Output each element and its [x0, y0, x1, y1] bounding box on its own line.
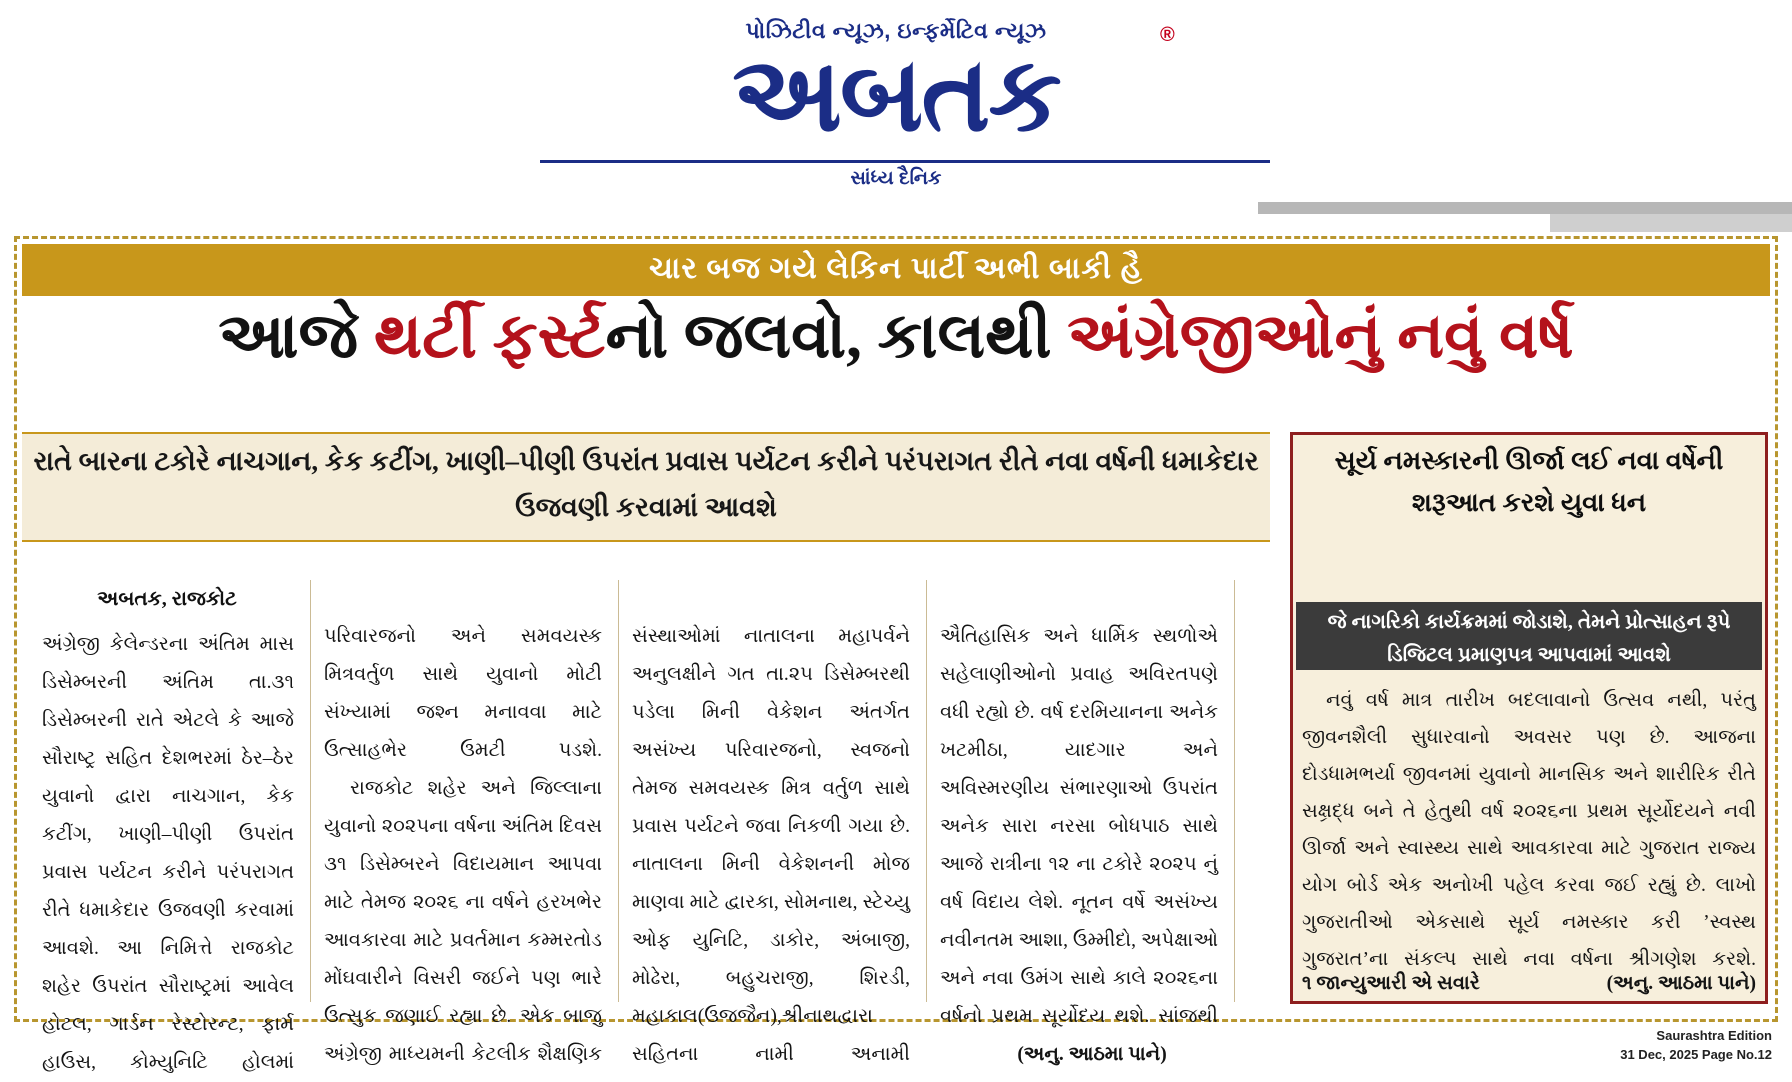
article-column-2 — [324, 618, 602, 1074]
masthead-tagline: પોઝિટીવ ન્યૂઝ, ઇન્ફર્મેટિવ ન્યૂઝ — [745, 18, 1047, 43]
masthead-subtitle: સાંધ્ય દૈનિક — [850, 168, 942, 189]
column-divider-1 — [310, 580, 311, 1002]
sidebar-story-continuation-note: (અનુ. આઠમા પાને) — [1606, 973, 1756, 994]
sidebar-story-body — [1302, 682, 1756, 978]
sidebar-story-subtitle: જે નાગરિકો કાર્યક્રમમાં જોડાશે, તેમને પ્રોત્સાહન રૂપે ડિજિટલ પ્રમાણપત્ર આપવામાં આવશે — [1327, 611, 1731, 666]
masthead — [0, 0, 1792, 222]
paragraph: સંસ્થાઓમાં નાતાલના મહાપર્વને અનુલક્ષીને ગત તા.૨૫ ડિસેમ્બરથી પડેલા મિની વેકેશન અંતર્ગત અસંખ્ય પરિવારજનો, સ્વજનો તેમજ સમવયસ્ક મિત્ર વર્તુળ સાથે પ્રવાસ પર્યટને જવા નિકળી ગયા છે. નાતાલના મિની વેકેશનની મોજ માણવા માટે દ્વારકા, સોમનાથ, સ્ટેચ્યુ ઓફ યુનિટિ, ડાકોર, અંબાજી, મોઢેરા, બહુચરાજી, શિરડી, મહાકાલ(ઉજજૈન),શ્રીનાથદ્વારા સહિતના નામી અનામી — [632, 626, 910, 1065]
subheadline: રાતે બારના ટકોરે નાચગાન, કેક કટીંગ, ખાણી–પીણી ઉપરાંત પ્રવાસ પર્યટન કરીને પરંપરાગત રીતે નવા વર્ષની ધમાકેદાર ઉજવણી કરવામાં આવશે — [33, 446, 1259, 522]
continuation-note: (અનુ. આઠમા પાને) — [1017, 1044, 1167, 1065]
masthead-divider — [540, 160, 1270, 163]
paragraph: પરિવારજનો અને સમવયસ્ક મિત્રવર્તુળ સાથે યુવાનો મોટી સંખ્યામાં જશ્ન મનાવવા માટે ઉત્સાહભેર ઉમટી પડશે. — [324, 626, 602, 761]
sidebar-story-footer — [1302, 972, 1756, 995]
paragraph: રાજકોટ શહેર અને જિલ્લાના યુવાનો ૨૦૨૫ના વર્ષના અંતિમ દિવસ ૩૧ ડિસેમ્બરને વિદાયમાન આપવા માટે તેમજ ૨૦૨૬ ના વર્ષને હરખભેર આવકારવા માટે પ્રવર્તમાન કમ્મરતોડ મોંઘવારીને વિસરી જઈને પણ ભારે ઉત્સુક જણાઈ રહ્યા છે. એક બાજુ અંગ્રેજી માધ્યમની કેટલીક શૈક્ષણિક — [324, 778, 602, 1065]
page-title — [22, 300, 1770, 372]
headline-highlight-2: અંગ્રેજીઓનું નવું વર્ષ — [1067, 301, 1574, 371]
column-divider-2 — [618, 580, 619, 1002]
masthead-logo: અબતક — [732, 38, 1060, 153]
masthead-placeholder-block-b — [1550, 214, 1792, 232]
page-footer — [1452, 1026, 1772, 1064]
dateline: અબતક, રાજકોટ — [97, 588, 237, 610]
article-column-3 — [632, 618, 910, 1074]
headline-part-1: આજે — [218, 301, 374, 371]
column-divider-4 — [1234, 580, 1235, 1002]
article-column-1 — [42, 626, 294, 1082]
headline-part-2: નો જલવો, કાલથી — [605, 301, 1068, 371]
masthead-placeholder-block-a — [1258, 202, 1792, 214]
paragraph: ઐતિહાસિક અને ધાર્મિક સ્થળોએ સહેલાણીઓનો પ્રવાહ અવિરતપણે વધી રહ્યો છે. વર્ષ દરમિયાનના અનેક ખટમીઠા, યાદગાર અને અવિસ્મરણીય સંભારણાઓ ઉપરાંત અનેક સારા નરસા બોધપાઠ સાથે આજે રાત્રીના ૧૨ ના ટકોરે ૨૦૨૫ નું વર્ષ વિદાય લેશે. નૂતન વર્ષે અસંખ્ય નવીનતમ આશા, ઉમ્મીદો, અપેક્ષાઓ અને નવા ઉમંગ સાથે કાલે ૨૦૨૬ના વર્ષનો પ્રથમ સૂર્યોદય થશે. સાંજથી — [940, 626, 1218, 1027]
paragraph: નવું વર્ષ માત્ર તારીખ બદલાવાનો ઉત્સવ નથી, પરંતુ જીવનશૈલી સુધારવાનો અવસર પણ છે. આજના દોડધામભર્યા જીવનમાં યુવાનો માનસિક અને શારીરિક રીતે સક્ષ્રદ્ધ બને તે હેતુથી વર્ષ ૨૦૨૬ના પ્રથમ સૂર્યોદયને નવી ઊર્જા અને સ્વાસ્થ્ય સાથે આવકારવા માટે ગુજરાત રાજ્ય યોગ બોર્ડ એક અનોખી પહેલ કરવા જઈ રહ્યું છે. લાખો ગુજરાતીઓ એકસાથે સૂર્ય નમસ્કાર કરી ’સ્વસ્થ ગુજરાત’ના સંકલ્પ સાથે નવા વર્ષના શ્રીગણેશ કરશે. — [1302, 690, 1756, 970]
edition-label: Saurashtra Edition — [1656, 1028, 1772, 1043]
sidebar-story-footer-left: ૧ જાન્યુઆરી એ સવારે — [1302, 973, 1480, 994]
paragraph: અંગ્રેજી કેલેન્ડરના અંતિમ માસ ડિસેમ્બરની અંતિમ તા.૩૧ ડિસેમ્બરની રાતે એટલે કે આજે સૌરાષ્ટ્ર સહિત દેશભરમાં ઠેર–ઠેર યુવાનો દ્વારા નાચગાન, કેક કટીંગ, ખાણી–પીણી ઉપરાંત પ્રવાસ પર્યટન કરીને પરંપરાગત રીતે ધમાકેદાર ઉજવણી કરવામાં આવશે. આ નિમિત્તે રાજકોટ શહેર ઉપરાંત સૌરાષ્ટ્રમાં આવેલ હોટલ, ગાર્ડન રેસ્ટોરન્ટ, ફાર્મ હાઉસ, કોમ્યુનિટિ હોલમાં — [42, 634, 294, 1073]
registered-trademark-icon: ® — [1160, 24, 1175, 46]
article-column-4 — [940, 618, 1218, 1074]
sidebar-story-title: સૂર્ય નમસ્કારની ઊર્જા લઈ નવા વર્ષેની શરૂઆત કરશે યુવા ધન — [1334, 446, 1724, 517]
kicker-headline: ચાર બજ ગયે લેકિન પાર્ટી અભી બાકી હૈ — [649, 252, 1143, 285]
column-divider-3 — [926, 580, 927, 1002]
headline-highlight-1: થર્ટી ફર્સ્ટ — [373, 301, 606, 371]
page-info-label: 31 Dec, 2025 Page No.12 — [1620, 1047, 1772, 1062]
